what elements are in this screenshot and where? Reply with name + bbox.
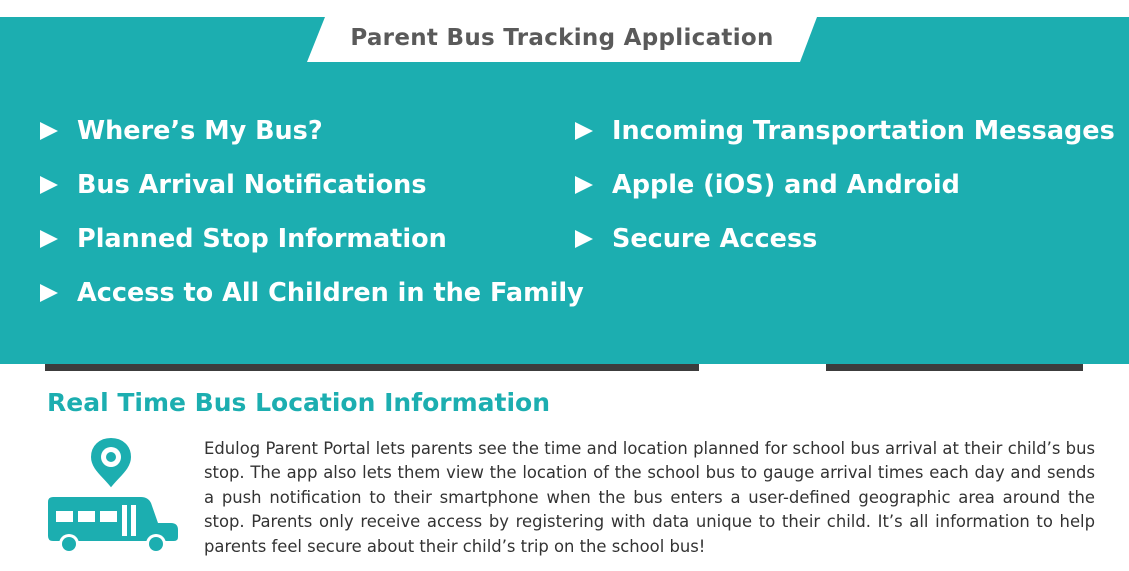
section-body: Edulog Parent Portal lets parents see the time and location planned for school bus arrival at their child’s bus stop. The app also lets them view the location of the school bus to gauge arrival times each day and sends a push notification to their smartphone when the bus enters a user-defined geographic area around the stop. Parents only receive access by registering with data unique to their child. It’s all information to help parents feel secure about their child’s trip on the school bus! bbox=[204, 439, 1095, 556]
feature-label: Planned Stop Information bbox=[77, 224, 447, 254]
divider-bar bbox=[45, 364, 699, 371]
feature-label: Apple (iOS) and Android bbox=[612, 170, 960, 200]
triangle-bullet-icon bbox=[575, 176, 593, 194]
title-tab bbox=[307, 17, 817, 62]
triangle-bullet-icon bbox=[40, 284, 58, 302]
bus-location-icon bbox=[45, 437, 179, 559]
triangle-bullet-icon bbox=[575, 122, 593, 140]
triangle-bullet-icon bbox=[40, 122, 58, 140]
triangle-bullet-icon bbox=[40, 230, 58, 248]
feature-label: Access to All Children in the Family bbox=[77, 278, 584, 308]
triangle-bullet-icon bbox=[40, 176, 58, 194]
page-title: Parent Bus Tracking Application bbox=[350, 25, 774, 51]
feature-label: Bus Arrival Notifications bbox=[77, 170, 427, 200]
section-title: Real Time Bus Location Information bbox=[47, 388, 551, 417]
feature-label: Where’s My Bus? bbox=[77, 116, 323, 146]
divider-bar bbox=[826, 364, 1083, 371]
triangle-bullet-icon bbox=[575, 230, 593, 248]
feature-label: Incoming Transportation Messages bbox=[612, 116, 1115, 146]
feature-label: Secure Access bbox=[612, 224, 818, 254]
